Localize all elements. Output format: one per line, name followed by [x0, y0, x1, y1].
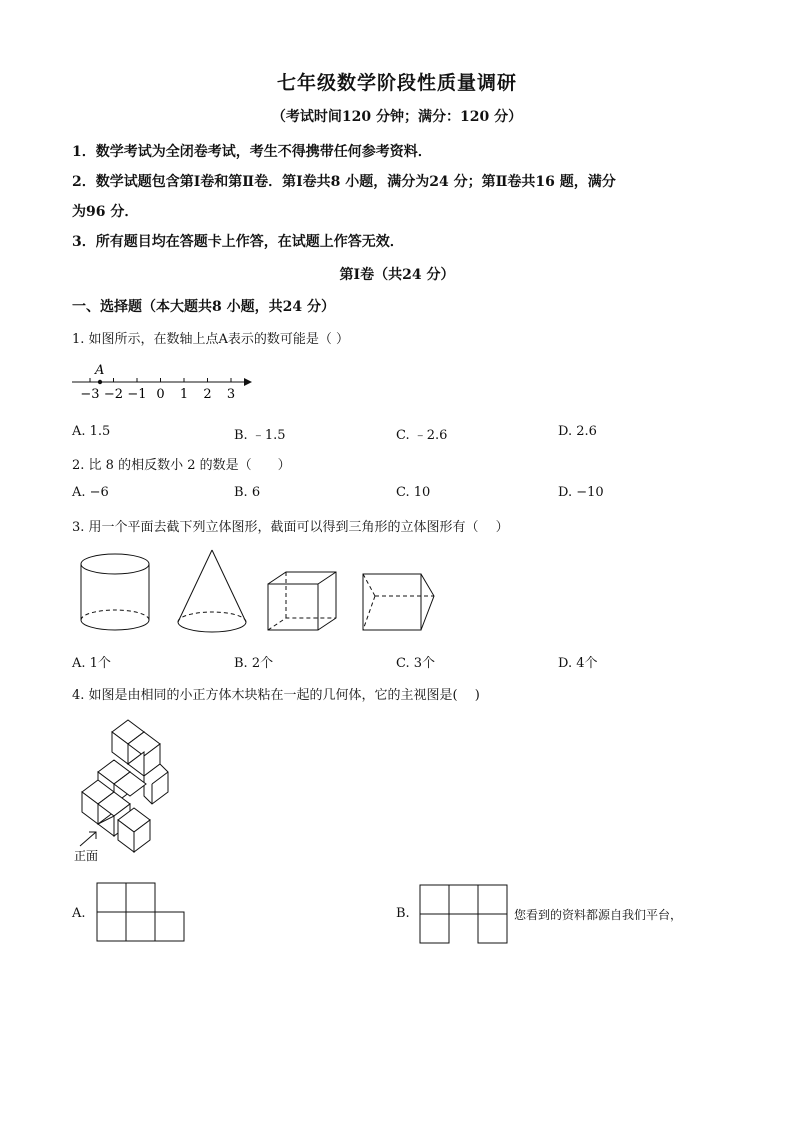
q2-option-d[interactable]: D. −10: [558, 485, 604, 500]
number-line-ticks: [90, 378, 231, 382]
q2-option-a[interactable]: A. −6: [72, 485, 109, 500]
section-title: 一、选择题（本大题共8 小题，共24 分）: [72, 299, 335, 315]
number-line-tick-label: 1: [179, 387, 189, 402]
question-3-stem: 3. 用一个平面去截下列立体图形，截面可以得到三角形的立体图形有（ ）: [72, 520, 509, 535]
q3-option-c[interactable]: C. 3个: [396, 656, 436, 671]
q1-option-b[interactable]: B. ﹣1.5: [234, 428, 286, 443]
q4-option-b[interactable]: B.: [396, 906, 410, 921]
q1-option-c[interactable]: C. ﹣2.6: [396, 428, 448, 443]
number-line-tick-label: −1: [127, 387, 147, 402]
notice-2: 2．数学试题包含第Ⅰ卷和第Ⅱ卷．第Ⅰ卷共8 小题，满分为24 分；第Ⅱ卷共16 题，满分: [72, 174, 616, 190]
number-line-tick-label: −2: [103, 387, 124, 402]
solids-figure: [72, 546, 452, 640]
question-1-stem: 1. 如图所示，在数轴上点A表示的数可能是（ ）: [72, 332, 350, 347]
notice-2-cont: 为96 分．: [72, 204, 139, 220]
number-line-labels: [80, 387, 235, 402]
front-arrow: [80, 832, 96, 846]
q1-option-a[interactable]: A. 1.5: [72, 424, 111, 439]
point-a-label: A: [95, 363, 105, 378]
number-line-tick-label: 0: [156, 387, 165, 402]
q2-option-c[interactable]: C. 10: [396, 485, 431, 500]
q4-option-b-figure[interactable]: [419, 884, 511, 946]
number-line-tick-label: −3: [80, 387, 100, 402]
number-line-tick-label: 2: [203, 387, 212, 402]
q3-option-d[interactable]: D. 4个: [558, 656, 598, 671]
number-line-arrow: [244, 378, 252, 386]
q4-option-a-figure[interactable]: [96, 882, 188, 944]
notice-1: 1．数学考试为全闭卷考试，考生不得携带任何参考资料．: [72, 144, 432, 160]
notice-3: 3．所有题目均在答题卡上作答，在试题上作答无效．: [72, 234, 404, 250]
front-label: 正面: [74, 849, 99, 863]
watermark-text: 您看到的资料都源自我们平台，: [514, 908, 683, 922]
point-a-dot: [98, 380, 102, 384]
question-4-stem: 4. 如图是由相同的小正方体木块粘在一起的几何体，它的主视图是( ): [72, 688, 480, 703]
cube-stack-figure: [72, 712, 182, 864]
number-line-tick-label: 3: [226, 387, 236, 402]
cube-shape: [268, 572, 336, 630]
q4-option-a[interactable]: A.: [72, 906, 86, 921]
question-2-stem: 2. 比 8 的相反数小 2 的数是（ ）: [72, 458, 291, 473]
number-line-figure: [66, 360, 256, 406]
q3-option-a[interactable]: A. 1个: [72, 656, 111, 671]
cylinder-shape: [81, 554, 149, 630]
exam-subtitle: （考试时间120 分钟；满分：120 分）: [271, 109, 523, 125]
q2-option-b[interactable]: B. 6: [234, 485, 261, 500]
prism-shape: [363, 574, 434, 630]
q1-option-d[interactable]: D. 2.6: [558, 424, 597, 439]
part-title: 第Ⅰ卷（共24 分）: [339, 267, 455, 283]
q3-option-b[interactable]: B. 2个: [234, 656, 274, 671]
cone-shape: [178, 550, 246, 632]
exam-title: 七年级数学阶段性质量调研: [276, 72, 517, 94]
